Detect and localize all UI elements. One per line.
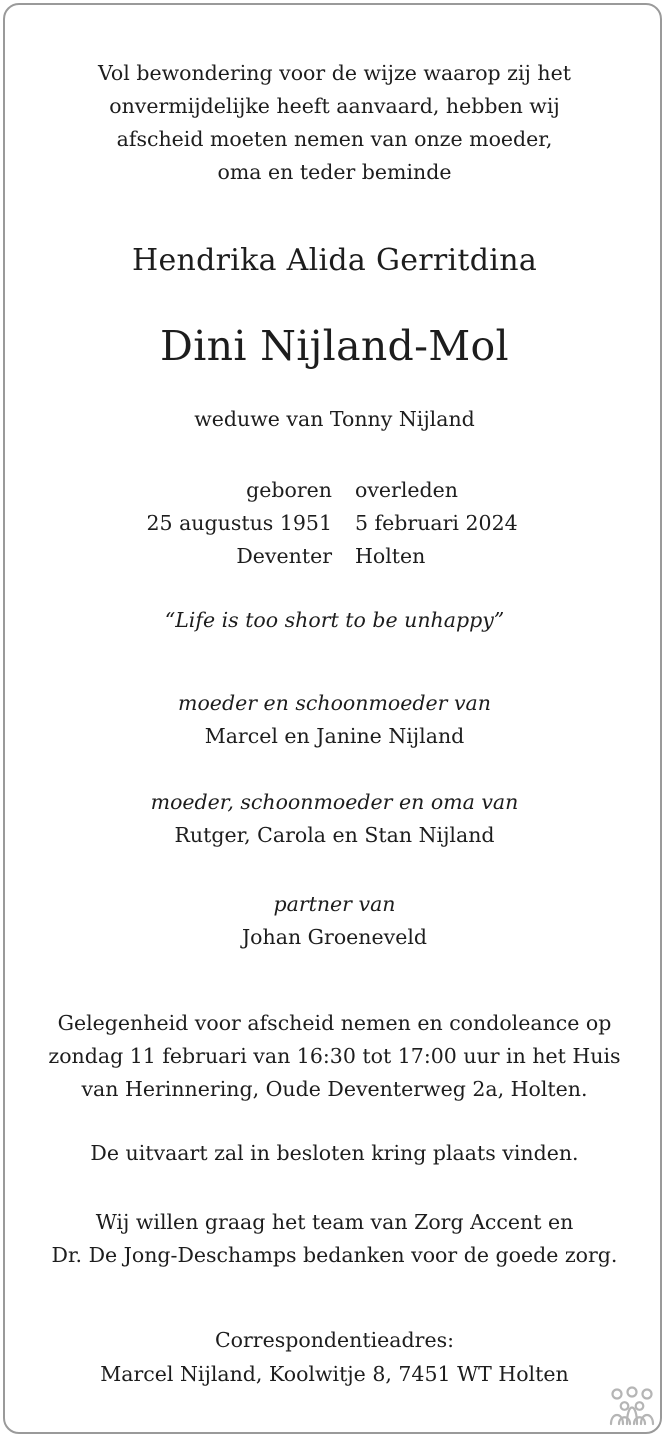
correspondence-label: Correspondentieadres: <box>214 1328 455 1352</box>
condolence-text <box>0 1007 669 1106</box>
intro-text <box>0 57 669 189</box>
died-date: 5 februari 2024 <box>355 511 518 535</box>
thanks-line: Dr. De Jong-Deschamps bedanken voor de goede zorg. <box>51 1243 618 1267</box>
condolence-line: Gelegenheid voor afscheid nemen en condoleance op <box>57 1011 612 1035</box>
born-date: 25 augustus 1951 <box>146 511 332 535</box>
relation-role: moeder, schoonmoeder en oma van <box>150 790 519 814</box>
died-place: Holten <box>355 544 426 568</box>
relation-names: Johan Groeneveld <box>241 925 428 949</box>
intro-line: oma en teder beminde <box>217 160 452 184</box>
quote: “Life is too short to be unhappy” <box>164 608 505 632</box>
widow-of: weduwe van Tonny Nijland <box>194 407 475 431</box>
intro-line: Vol bewondering voor de wijze waarop zij het <box>98 61 571 85</box>
first-names: Hendrika Alida Gerritdina <box>131 243 537 278</box>
funeral-text: De uitvaart zal in besloten kring plaats vinden. <box>90 1141 579 1165</box>
correspondence <box>0 1323 669 1391</box>
condolence-line: zondag 11 februari van 16:30 tot 17:00 uur in het Huis <box>48 1044 621 1068</box>
correspondence-address: Marcel Nijland, Koolwitje 8, 7451 WT Holten <box>100 1362 569 1386</box>
died-column <box>355 474 518 573</box>
relation-role: moeder en schoonmoeder van <box>178 691 491 715</box>
relation-role: partner van <box>273 892 396 916</box>
born-place: Deventer <box>236 544 332 568</box>
died-label: overleden <box>355 478 459 502</box>
relation-names: Marcel en Janine Nijland <box>204 724 465 748</box>
born-column <box>146 474 332 573</box>
thanks-line: Wij willen graag het team van Zorg Accent en <box>95 1210 574 1234</box>
intro-line: afscheid moeten nemen van onze moeder, <box>116 127 553 151</box>
condolence-line: van Herinnering, Oude Deventerweg 2a, Holten. <box>81 1077 588 1101</box>
thanks-text <box>0 1206 669 1272</box>
relation-names: Rutger, Carola en Stan Nijland <box>174 823 495 847</box>
birth-death-dates <box>0 474 669 574</box>
intro-line: onvermijdelijke heeft aanvaard, hebben wij <box>109 94 560 118</box>
family-people-icon <box>608 1386 656 1428</box>
deceased-name: Dini Nijland-Mol <box>160 322 509 370</box>
born-label: geboren <box>246 478 332 502</box>
